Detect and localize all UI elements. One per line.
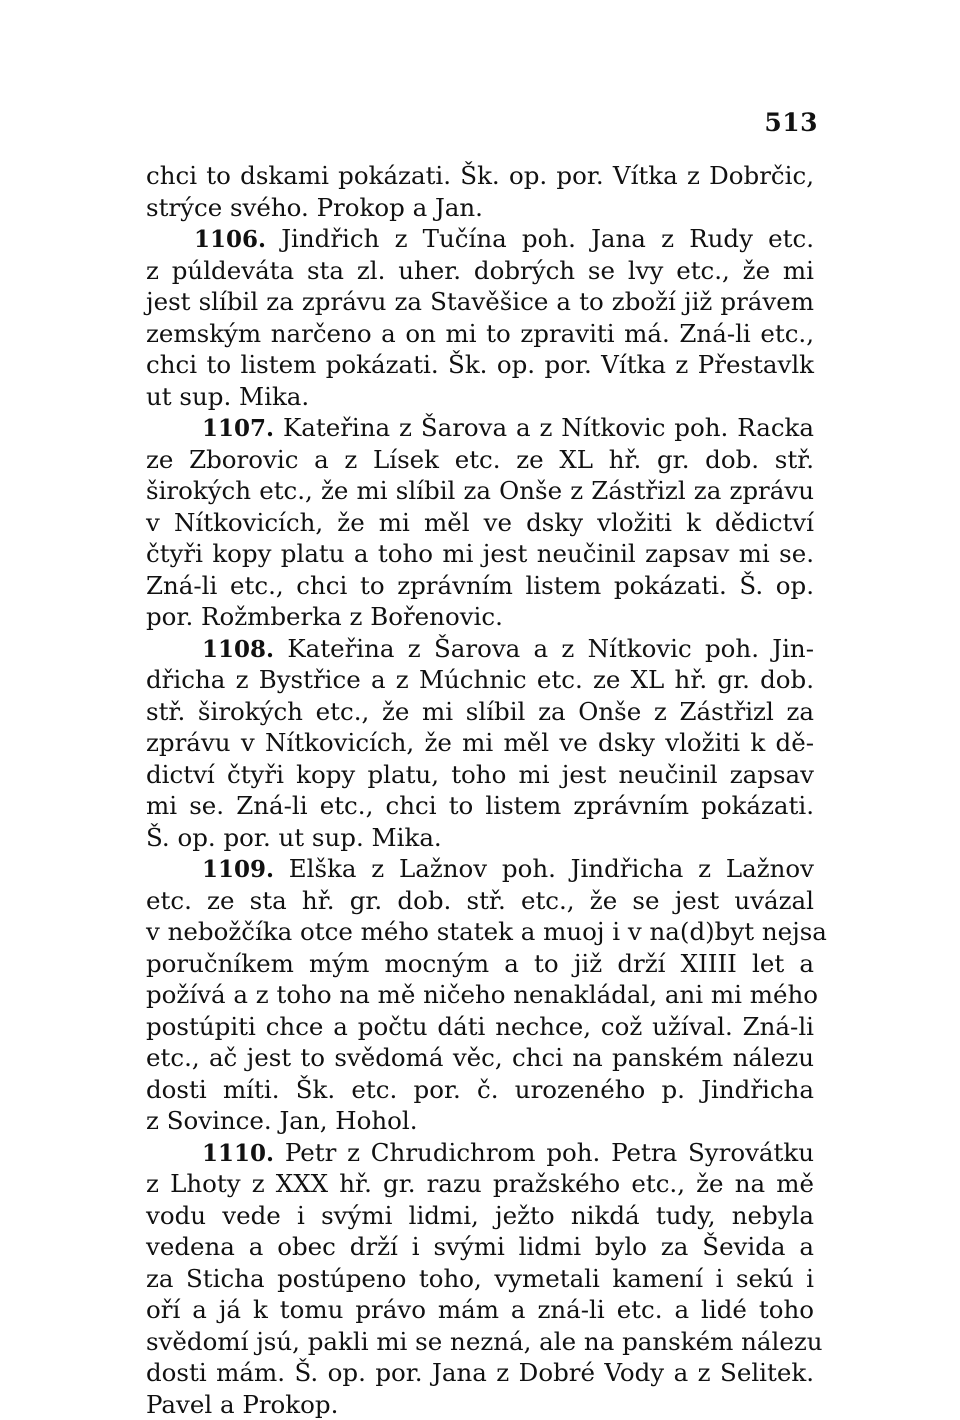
text-line: dictví čtyři kopy platu, toho mi jest neučinil zapsav: [146, 759, 814, 791]
text-line: za Sticha postúpeno toho, vymetali kamení i sekú i: [146, 1263, 814, 1295]
text-line: [146, 853, 814, 885]
text-line: z Lhoty z XXX hř. gr. razu pražského etc., že na mě: [146, 1168, 814, 1200]
text-line: ze Zborovic a z Lísek etc. ze XL hř. gr. dob. stř.: [146, 444, 814, 476]
text-line: poručníkem mým mocným a to již drží XIIII let a: [146, 948, 814, 980]
text-line: jest slíbil za zprávu za Stavěšice a to zboží již právem: [146, 286, 814, 318]
text-line: z púldeváta sta zl. uher. dobrých se lvy etc., že mi: [146, 255, 814, 287]
entry-1107: [146, 412, 814, 633]
text-line: požívá a z toho na mě ničeho nenakládal, ani mi mého: [146, 979, 814, 1011]
entry-first-line: Petr z Chrudichrom poh. Petra Syrovátku: [285, 1138, 814, 1167]
entry-number: 1110.: [202, 1140, 274, 1167]
entry-number: 1109.: [202, 856, 274, 883]
text-line: zemským narčeno a on mi to zpraviti má. Zná-li etc.,: [146, 318, 814, 350]
text-line: [146, 1137, 814, 1169]
text-line: vodu vede i svými lidmi, ježto nikdá tudy, nebyla: [146, 1200, 814, 1232]
document-body: [146, 160, 814, 1420]
text-line: ut sup. Mika.: [146, 381, 814, 413]
entry-1109: [146, 853, 814, 1137]
text-line: dosti mám. Š. op. por. Jana z Dobré Vody a z Selitek.: [146, 1357, 814, 1389]
text-line: čtyři kopy platu a toho mi jest neučinil zapsav mi se.: [146, 538, 814, 570]
text-line: [146, 633, 814, 665]
text-line: širokých etc., že mi slíbil za Onše z Zástřizl za zprávu: [146, 475, 814, 507]
text-line: Š. op. por. ut sup. Mika.: [146, 822, 814, 854]
text-line: por. Rožmberka z Bořenovic.: [146, 601, 814, 633]
entry-first-line: Kateřina z Šarova a z Nítkovic poh. Racka: [283, 413, 814, 442]
text-line: zprávu v Nítkovicích, že mi měl ve dsky vložiti k dě-: [146, 727, 814, 759]
page-number: 513: [764, 108, 818, 137]
text-line: [146, 412, 814, 444]
text-line: dřicha z Bystřice a z Múchnic etc. ze XL hř. gr. dob.: [146, 664, 814, 696]
text-line: v Nítkovicích, že mi měl ve dsky vložiti k dědictví: [146, 507, 814, 539]
text-line: strýce svého. Prokop a Jan.: [146, 192, 814, 224]
entry-1110: [146, 1137, 814, 1420]
entry-1106: [146, 223, 814, 412]
text-line: [146, 223, 814, 255]
text-line: dosti míti. Šk. etc. por. č. urozeného p. Jindřicha: [146, 1074, 814, 1106]
entry-number: 1108.: [202, 636, 274, 663]
text-line: chci to dskami pokázati. Šk. op. por. Vítka z Dobrčic,: [146, 160, 814, 192]
entry-first-line: Jindřich z Tučína poh. Jana z Rudy etc.: [281, 224, 814, 253]
text-line: z Sovince. Jan, Hohol.: [146, 1105, 814, 1137]
text-line: Zná-li etc., chci to zprávním listem pokázati. Š. op.: [146, 570, 814, 602]
text-line: etc. ze sta hř. gr. dob. stř. etc., že se jest uvázal: [146, 885, 814, 917]
text-line: stř. širokých etc., že mi slíbil za Onše z Zástřizl za: [146, 696, 814, 728]
entry-first-line: Elška z Lažnov poh. Jindřicha z Lažnov: [289, 854, 814, 883]
text-line: etc., ač jest to svědomá věc, chci na panském nálezu: [146, 1042, 814, 1074]
entry-number: 1107.: [202, 415, 274, 442]
text-line: Pavel a Prokop.: [146, 1389, 814, 1420]
text-line: vedena a obec drží i svými lidmi bylo za Ševida a: [146, 1231, 814, 1263]
text-line: svědomí jsú, pakli mi se nezná, ale na panském nálezu: [146, 1326, 814, 1358]
entry-number: 1106.: [194, 226, 266, 253]
entry-first-line: Kateřina z Šarova a z Nítkovic poh. Jin-: [287, 634, 814, 663]
text-line: chci to listem pokázati. Šk. op. por. Vítka z Přestavlk: [146, 349, 814, 381]
text-line: v nebožčíka otce mého statek a muoj i v na(d)byt nejsa: [146, 916, 814, 948]
entry-1108: [146, 633, 814, 854]
text-line: oří a já k tomu právo mám a zná-li etc. a lidé toho: [146, 1294, 814, 1326]
text-line: postúpiti chce a počtu dáti nechce, což užíval. Zná-li: [146, 1011, 814, 1043]
text-line: mi se. Zná-li etc., chci to listem zprávním pokázati.: [146, 790, 814, 822]
entry-continuation: [146, 160, 814, 223]
